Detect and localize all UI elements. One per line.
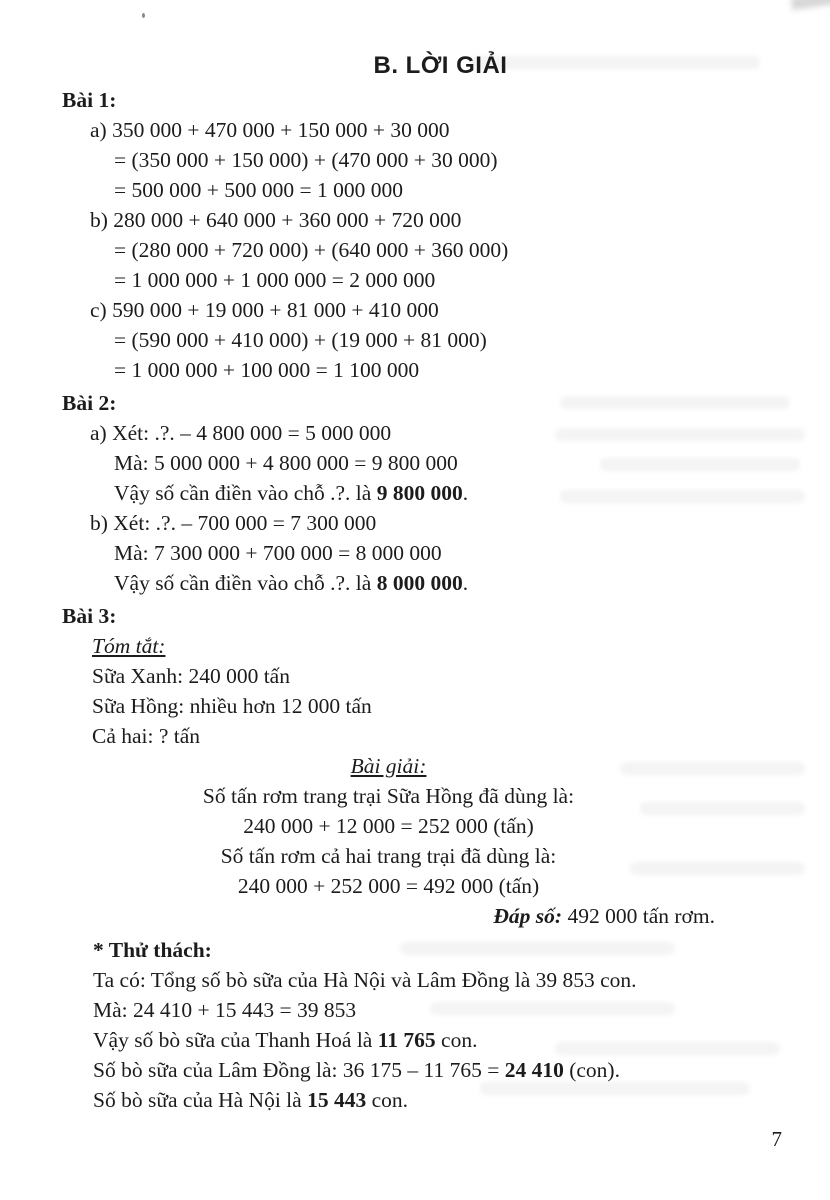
challenge-text: con. bbox=[366, 1088, 408, 1112]
final-answer-label: Đáp số: bbox=[493, 904, 563, 928]
math-line: = 1 000 000 + 1 000 000 = 2 000 000 bbox=[114, 268, 436, 292]
math-line: Mà: 5 000 000 + 4 800 000 = 9 800 000 bbox=[114, 451, 458, 475]
challenge-text: Số bò sữa của Hà Nội là bbox=[93, 1088, 308, 1112]
exercise-1-heading: Bài 1: bbox=[62, 88, 117, 112]
summary-line: Cả hai: ? tấn bbox=[92, 724, 201, 748]
math-line: = (590 000 + 410 000) + (19 000 + 81 000) bbox=[114, 328, 487, 352]
challenge-text: Số bò sữa của Lâm Đồng là: 36 175 – 11 765 = bbox=[93, 1058, 505, 1082]
exercise-3-heading: Bài 3: bbox=[62, 604, 117, 628]
math-line: a) 350 000 + 470 000 + 150 000 + 30 000 bbox=[90, 118, 450, 142]
conclusion-line bbox=[114, 478, 715, 508]
solution-line: 240 000 + 252 000 = 492 000 (tấn) bbox=[237, 874, 540, 898]
conclusion-line bbox=[114, 568, 715, 598]
conclusion-text: Vậy số cần điền vào chỗ .?. là bbox=[114, 481, 377, 505]
summary-line: Sữa Hồng: nhiều hơn 12 000 tấn bbox=[92, 694, 372, 718]
math-line: b) Xét: .?. – 700 000 = 7 300 000 bbox=[90, 511, 377, 535]
challenge-text: con. bbox=[435, 1028, 478, 1052]
math-line: Mà: 7 300 000 + 700 000 = 8 000 000 bbox=[114, 541, 442, 565]
conclusion-period: . bbox=[462, 481, 469, 505]
final-answer-line bbox=[62, 901, 715, 931]
summary-label: Tóm tắt: bbox=[92, 634, 166, 658]
answer-value: 11 765 bbox=[377, 1028, 436, 1052]
answer-value: 9 800 000 bbox=[376, 481, 463, 505]
challenge-line bbox=[93, 1085, 715, 1115]
conclusion-period: . bbox=[462, 571, 469, 595]
math-line: = (280 000 + 720 000) + (640 000 + 360 000) bbox=[114, 238, 509, 262]
answer-value: 8 000 000 bbox=[376, 571, 463, 595]
challenge-line bbox=[93, 1055, 715, 1085]
final-answer-value: 492 000 tấn rơm. bbox=[562, 904, 715, 928]
page-number: 7 bbox=[771, 1127, 782, 1151]
page-content bbox=[62, 50, 715, 1115]
solution-line: Số tấn rơm cả hai trang trại đã dùng là: bbox=[220, 844, 557, 868]
conclusion-text: Vậy số cần điền vào chỗ .?. là bbox=[114, 571, 377, 595]
challenge-text: Vậy số bò sữa của Thanh Hoá là bbox=[93, 1028, 378, 1052]
page-title: B. LỜI GIẢI bbox=[373, 52, 508, 79]
answer-value: 24 410 bbox=[504, 1058, 564, 1082]
scan-corner-artifact bbox=[791, 0, 830, 10]
math-line: c) 590 000 + 19 000 + 81 000 + 410 000 bbox=[90, 298, 439, 322]
exercise-2-heading: Bài 2: bbox=[62, 391, 117, 415]
solution-label-line bbox=[62, 751, 715, 781]
math-line: = 500 000 + 500 000 = 1 000 000 bbox=[114, 178, 404, 202]
solution-line: Số tấn rơm trang trại Sữa Hồng đã dùng là: bbox=[202, 784, 575, 808]
math-line: = 1 000 000 + 100 000 = 1 100 000 bbox=[114, 358, 420, 382]
challenge-line: Ta có: Tổng số bò sữa của Hà Nội và Lâm Đồng là 39 853 con. bbox=[93, 968, 637, 992]
math-line: a) Xét: .?. – 4 800 000 = 5 000 000 bbox=[90, 421, 392, 445]
challenge-line bbox=[93, 1025, 715, 1055]
solution-line: 240 000 + 12 000 = 252 000 (tấn) bbox=[243, 814, 534, 838]
summary-line: Sữa Xanh: 240 000 tấn bbox=[92, 664, 290, 688]
challenge-heading: * Thử thách: bbox=[93, 938, 212, 962]
answer-value: 15 443 bbox=[307, 1088, 367, 1112]
solution-label: Bài giải: bbox=[350, 754, 427, 778]
math-line: b) 280 000 + 640 000 + 360 000 + 720 000 bbox=[90, 208, 462, 232]
ink-dot-artifact bbox=[142, 13, 145, 18]
challenge-text: (con). bbox=[563, 1058, 620, 1082]
math-line: = (350 000 + 150 000) + (470 000 + 30 000) bbox=[114, 148, 498, 172]
challenge-line: Mà: 24 410 + 15 443 = 39 853 bbox=[93, 998, 357, 1022]
summary-label-line bbox=[92, 631, 715, 661]
